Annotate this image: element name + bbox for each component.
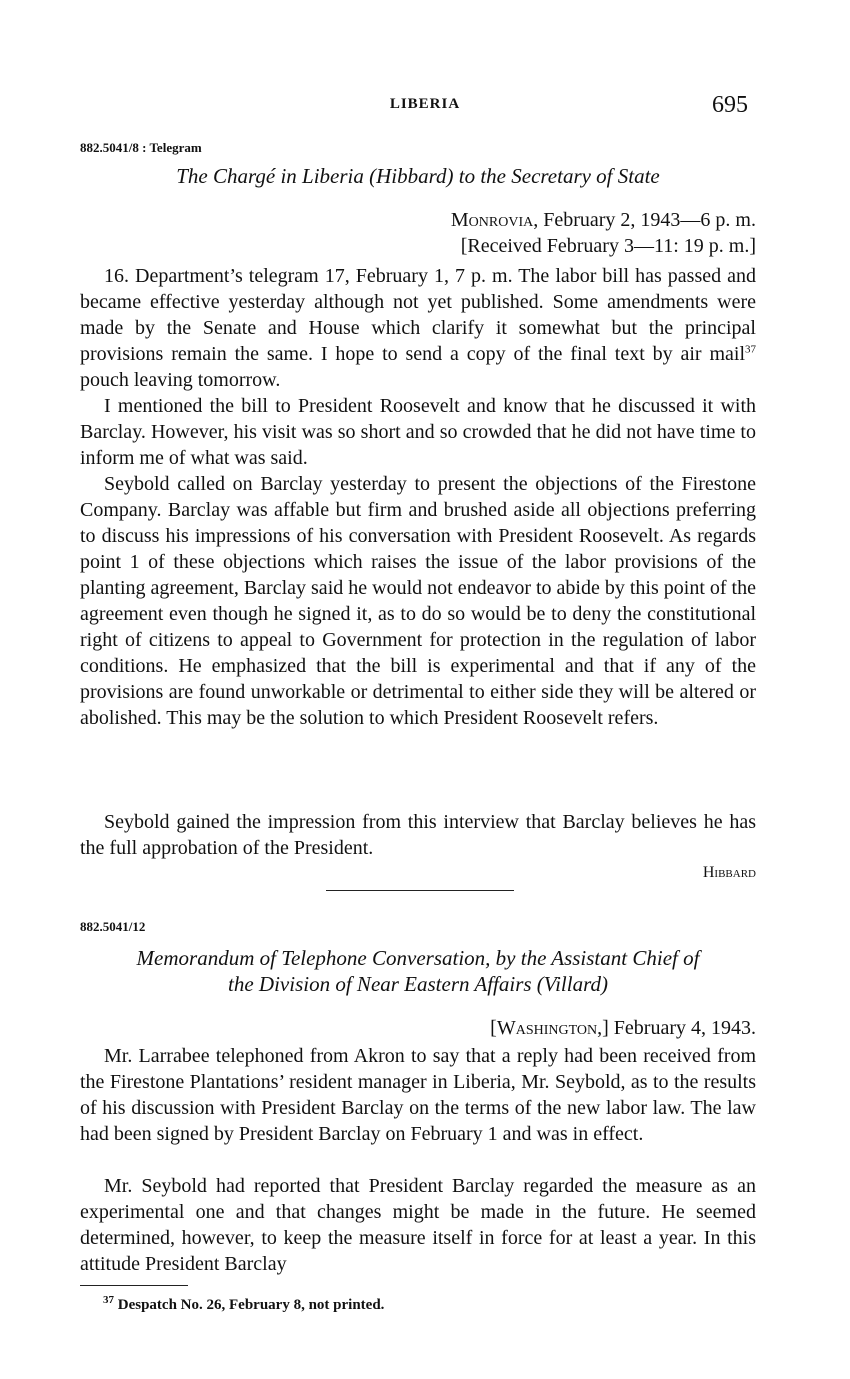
received-line: [Received February 3—11: 19 p. m.] [460,235,756,257]
dateline-2 [490,1015,756,1041]
memo-paragraph-2: Mr. Seybold had reported that President Barclay regarded the measure as an experimental one and that changes might be made in the future. He seemed determined, however, to keep the measure itself in force for at least a year. In this attitude President Barclay [80,1175,756,1275]
dateline-1 [451,207,756,233]
telegram-paragraph-1-end: pouch leaving tomorrow. [80,369,281,391]
telegram-paragraph-3: Seybold called on Barclay yesterday to present the objections of the Firestone Company. Barclay was affable but firm and brushed aside all objections preferring to discuss his impressions of his conversation with President Roosevelt. As regards point 1 of these objections which raises the issue of the labor provisions of the planting agreement, Barclay said he would not endeavor to abide by this point of the agreement even though he signed it, as to do so would be to deny the constitutional right of citizens to appeal to Government for protection in the regulation of labor conditions. He emphasized that the bill is experimental and that if any of the provisions are found unworkable or detrimental to either side they will be altered or abolished. This may be the solution to which President Roosevelt refers. [80,473,756,729]
footnote-marker: 37 [103,1294,114,1306]
footnote [103,1294,385,1314]
document-heading-2-line-1: Memorandum of Telephone Conversation, by the Assistant Chief of [136,946,700,970]
telegram-paragraph-4: Seybold gained the impression from this interview that Barclay believes he has the full approbation of the President. [80,811,756,859]
document-heading-2-line-2: the Division of Near Eastern Affairs (Villard) [228,972,608,996]
file-number-2: 882.5041/12 [80,919,146,934]
footnote-text: Despatch No. 26, February 8, not printed. [114,1297,385,1313]
footnote-divider [80,1285,188,1286]
page-number: 695 [712,92,748,118]
file-number-1: 882.5041/8 : Telegram [80,140,202,155]
dateline-2-date: ] February 4, 1943. [602,1017,756,1039]
dateline-1-city: Monrovia, [450,209,539,231]
dateline-1-date: February 2, 1943—6 p. m. [538,209,756,231]
section-divider [326,890,514,891]
dateline-2-city: Washington, [496,1017,603,1039]
telegram-paragraph-2: I mentioned the bill to President Roosevelt and know that he discussed it with Barclay. However, his visit was so short and so crowded that he did not have time to inform me of what was said. [80,395,756,469]
telegram-paragraph-1-text: 16. Department’s telegram 17, February 1, 7 p. m. The labor bill has passed and became effective yesterday although not yet published. Some amendments were made by the Senate and House which clarify it somewhat but the principal provisions remain the same. I hope to send a copy of the final text by air mail [80,265,756,365]
dateline-2-open: [ [490,1017,497,1039]
running-head: LIBERIA [389,96,461,112]
telegram-paragraph-1 [80,263,756,393]
memo-paragraph-1: Mr. Larrabee telephoned from Akron to say that a reply had been received from the Firestone Plantations’ resident manager in Liberia, Mr. Seybold, as to the results of his discussion with President Barclay on the terms of the new labor law. The law had been signed by President Barclay on February 1 and was in effect. [80,1045,756,1145]
document-heading-1: The Chargé in Liberia (Hibbard) to the Secretary of State [176,164,660,188]
signature: Hibbard [702,864,756,881]
footnote-reference: 37 [745,343,756,356]
